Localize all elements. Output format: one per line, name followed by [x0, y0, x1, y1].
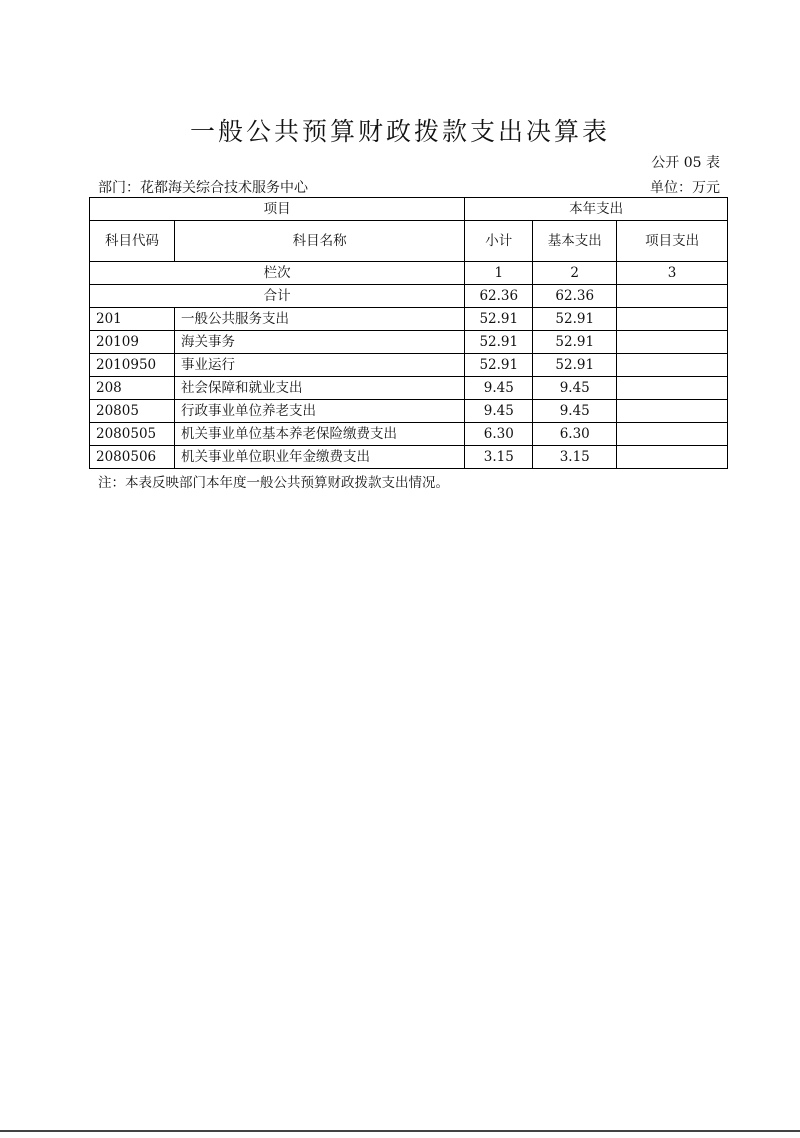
row-name: 机关事业单位职业年金缴费支出 [174, 446, 464, 469]
total-basic: 62.36 [533, 285, 617, 308]
row-basic: 9.45 [533, 377, 617, 400]
row-basic: 52.91 [533, 354, 617, 377]
row-project [617, 308, 728, 331]
row-code: 208 [90, 377, 175, 400]
page-bottom-divider [0, 1130, 800, 1132]
form-number: 公开 05 表 [651, 155, 720, 171]
table-note: 注：本表反映部门本年度一般公共预算财政拨款支出情况。 [98, 475, 449, 491]
row-name: 事业运行 [174, 354, 464, 377]
row-name: 机关事业单位基本养老保险缴费支出 [174, 423, 464, 446]
row-project [617, 446, 728, 469]
expenditure-table [89, 197, 728, 469]
row-subtotal: 52.91 [465, 354, 533, 377]
table-row [90, 423, 728, 446]
row-basic: 3.15 [533, 446, 617, 469]
row-project [617, 331, 728, 354]
column-index-2: 2 [533, 262, 617, 285]
table-row [90, 331, 728, 354]
row-basic: 52.91 [533, 308, 617, 331]
table-row [90, 377, 728, 400]
unit-label: 单位：万元 [650, 180, 720, 196]
header-item: 项目 [90, 198, 465, 221]
header-row-1 [90, 198, 728, 221]
row-code: 201 [90, 308, 175, 331]
row-basic: 6.30 [533, 423, 617, 446]
row-subtotal: 52.91 [465, 331, 533, 354]
header-basic: 基本支出 [533, 221, 617, 262]
header-row-2 [90, 221, 728, 262]
row-project [617, 400, 728, 423]
row-code: 20805 [90, 400, 175, 423]
table-row [90, 400, 728, 423]
header-code: 科目代码 [90, 221, 175, 262]
column-index-3: 3 [617, 262, 728, 285]
table-row [90, 446, 728, 469]
row-subtotal: 6.30 [465, 423, 533, 446]
total-label: 合计 [90, 285, 465, 308]
header-name: 科目名称 [174, 221, 464, 262]
header-subtotal: 小计 [465, 221, 533, 262]
total-row [90, 285, 728, 308]
row-subtotal: 3.15 [465, 446, 533, 469]
row-name: 社会保障和就业支出 [174, 377, 464, 400]
row-subtotal: 52.91 [465, 308, 533, 331]
row-name: 行政事业单位养老支出 [174, 400, 464, 423]
table-row [90, 308, 728, 331]
column-index-1: 1 [465, 262, 533, 285]
column-index-row [90, 262, 728, 285]
row-project [617, 377, 728, 400]
row-basic: 9.45 [533, 400, 617, 423]
row-project [617, 354, 728, 377]
row-name: 一般公共服务支出 [174, 308, 464, 331]
row-project [617, 423, 728, 446]
row-basic: 52.91 [533, 331, 617, 354]
row-subtotal: 9.45 [465, 400, 533, 423]
department-label: 部门：花都海关综合技术服务中心 [98, 180, 308, 196]
row-subtotal: 9.45 [465, 377, 533, 400]
total-project [617, 285, 728, 308]
row-code: 2080505 [90, 423, 175, 446]
header-current-year: 本年支出 [465, 198, 728, 221]
header-project: 项目支出 [617, 221, 728, 262]
page-title: 一般公共预算财政拨款支出决算表 [189, 117, 610, 146]
row-code: 2010950 [90, 354, 175, 377]
total-subtotal: 62.36 [465, 285, 533, 308]
row-code: 2080506 [90, 446, 175, 469]
column-index-label: 栏次 [90, 262, 465, 285]
table-row [90, 354, 728, 377]
row-name: 海关事务 [174, 331, 464, 354]
row-code: 20109 [90, 331, 175, 354]
